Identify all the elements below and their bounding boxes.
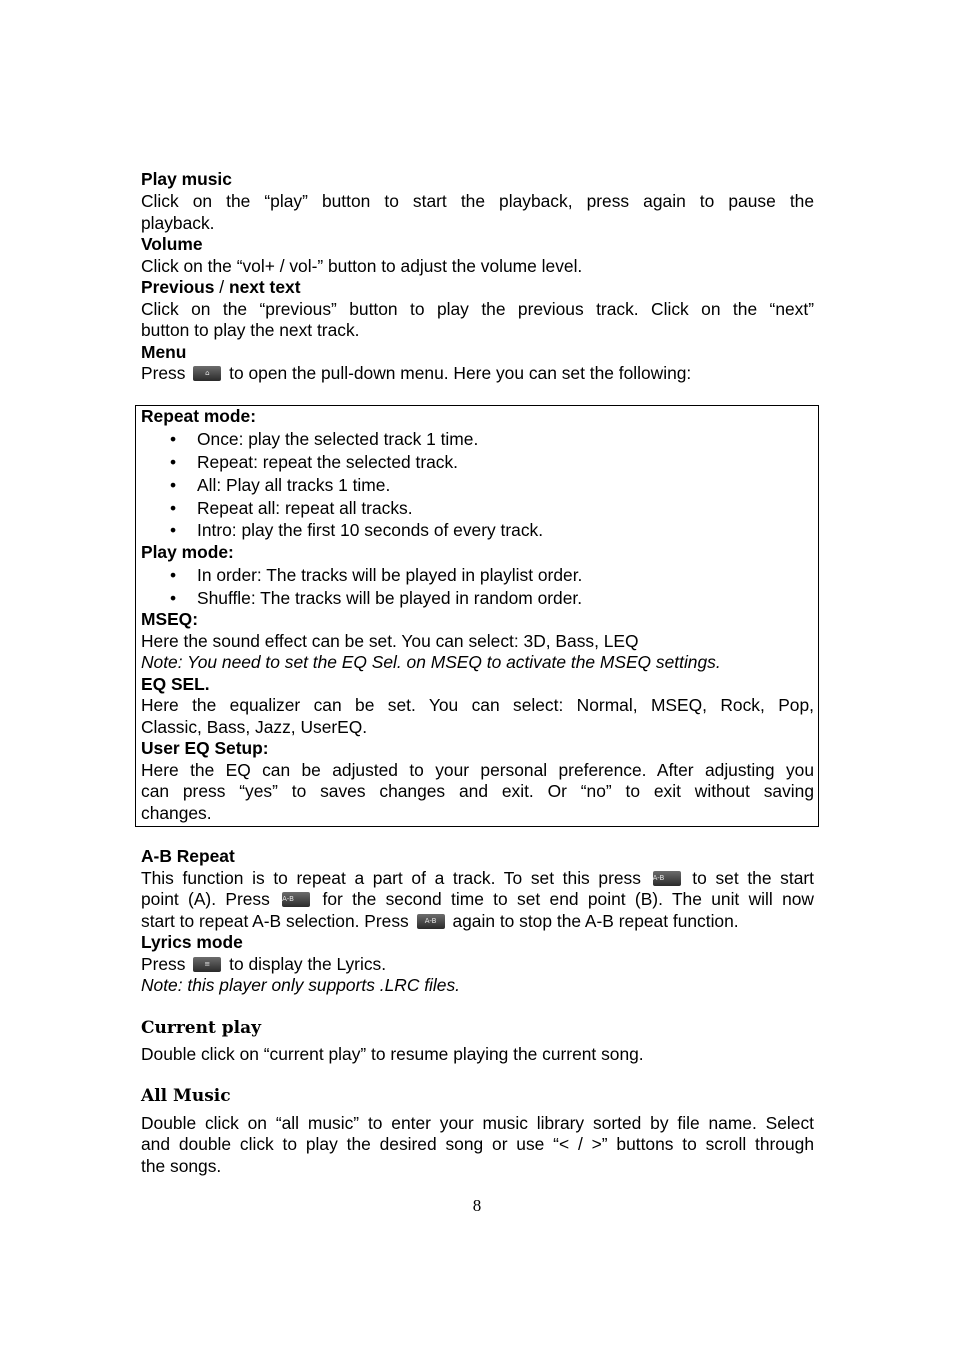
all-music-text-line1: Double click on “all music” to enter your music library sorted by file name. Select — [141, 1113, 814, 1133]
ab-line1-post: to set the start — [692, 868, 814, 888]
prev-next-heading — [141, 277, 814, 299]
list-item: • All: Play all tracks 1 time. — [170, 475, 391, 495]
play-item-in-order: In order: The tracks will be played in playlist order. — [197, 565, 583, 585]
prev-next-text-line2: button to play the next track. — [141, 320, 360, 340]
lyrics-heading: Lyrics mode — [141, 932, 243, 952]
lyrics-text — [141, 954, 814, 976]
user-eq-text-line2: can press “yes” to saves changes and exit. Or “no” to exit without saving — [141, 781, 814, 801]
ab-line3-pre: start to repeat A-B selection. Press — [141, 911, 409, 931]
list-item: • Repeat: repeat the selected track. — [170, 452, 459, 472]
lyrics-icon: ≡ — [193, 957, 221, 972]
ab-line2-pre: point (A). Press — [141, 889, 270, 909]
eq-sel-text-line1: Here the equalizer can be set. You can select: Normal, MSEQ, Rock, Pop, — [141, 695, 814, 715]
repeat-item-repeat: Repeat: repeat the selected track. — [197, 452, 459, 472]
volume-heading: Volume — [141, 234, 203, 254]
ab-repeat-icon: A-B — [417, 914, 445, 929]
menu-text-pre: Press — [141, 363, 186, 383]
list-item: • Repeat all: repeat all tracks. — [170, 498, 413, 518]
home-icon: ⌂ — [193, 366, 221, 381]
current-play-heading: Current play — [141, 1018, 261, 1038]
menu-text — [141, 363, 814, 385]
repeat-mode-heading: Repeat mode: — [141, 406, 256, 426]
play-music-heading: Play music — [141, 169, 232, 189]
ab-repeat-text-line2 — [141, 889, 814, 911]
ab-line2-post: for the second time to set end point (B). The unit will now — [322, 889, 814, 909]
prev-next-text-line1: Click on the “previous” button to play the previous track. Click on the “next” — [141, 299, 814, 319]
repeat-item-once: Once: play the selected track 1 time. — [197, 429, 479, 449]
menu-heading: Menu — [141, 342, 187, 362]
menu-text-post: to open the pull-down menu. Here you can set the following: — [229, 363, 692, 383]
lyrics-note: Note: this player only supports .LRC files. — [141, 975, 460, 995]
ab-line1-pre: This function is to repeat a part of a track. To set this press — [141, 868, 641, 888]
page-number: 8 — [472, 1196, 482, 1215]
prev-heading-part: Previous — [141, 277, 215, 297]
next-heading-part: next text — [228, 277, 301, 297]
eq-sel-heading: EQ SEL. — [141, 674, 210, 694]
ab-repeat-text-line3 — [141, 911, 814, 933]
volume-text: Click on the “vol+ / vol-” button to adjust the volume level. — [141, 256, 583, 276]
ab-repeat-heading: A-B Repeat — [141, 846, 235, 866]
list-item: • Once: play the selected track 1 time. — [170, 429, 479, 449]
lyrics-text-pre: Press — [141, 954, 186, 974]
all-music-heading: All Music — [141, 1086, 231, 1106]
ab-repeat-text-line1 — [141, 868, 814, 890]
user-eq-text-line1: Here the EQ can be adjusted to your personal preference. After adjusting you — [141, 760, 814, 780]
prev-next-separator: / — [214, 277, 229, 297]
list-item: • Shuffle: The tracks will be played in random order. — [170, 588, 583, 608]
mseq-note: Note: You need to set the EQ Sel. on MSEQ to activate the MSEQ settings. — [141, 652, 721, 672]
mseq-heading: MSEQ: — [141, 609, 199, 629]
play-music-text-line2: playback. — [141, 213, 215, 233]
ab-repeat-icon: A-B — [282, 892, 310, 907]
repeat-item-repeat-all: Repeat all: repeat all tracks. — [197, 498, 413, 518]
repeat-item-all: All: Play all tracks 1 time. — [197, 475, 391, 495]
eq-sel-text-line2: Classic, Bass, Jazz, UserEQ. — [141, 717, 368, 737]
play-item-shuffle: Shuffle: The tracks will be played in random order. — [197, 588, 583, 608]
play-mode-heading: Play mode: — [141, 542, 234, 562]
list-item: • In order: The tracks will be played in playlist order. — [170, 565, 583, 585]
mseq-text: Here the sound effect can be set. You can select: 3D, Bass, LEQ — [141, 631, 639, 651]
user-eq-heading: User EQ Setup: — [141, 738, 269, 758]
repeat-item-intro: Intro: play the first 10 seconds of every track. — [197, 520, 544, 540]
current-play-text: Double click on “current play” to resume playing the current song. — [141, 1044, 644, 1064]
all-music-text-line3: the songs. — [141, 1156, 222, 1176]
list-item: • Intro: play the first 10 seconds of every track. — [170, 520, 544, 540]
play-music-text-line1: Click on the “play” button to start the playback, press again to pause the — [141, 191, 814, 211]
ab-repeat-icon: A-B — [653, 871, 681, 886]
ab-line3-post: again to stop the A-B repeat function. — [452, 911, 739, 931]
all-music-text-line2: and double click to play the desired song or use “< / >” buttons to scroll through — [141, 1134, 814, 1154]
user-eq-text-line3: changes. — [141, 803, 212, 823]
lyrics-text-post: to display the Lyrics. — [229, 954, 387, 974]
